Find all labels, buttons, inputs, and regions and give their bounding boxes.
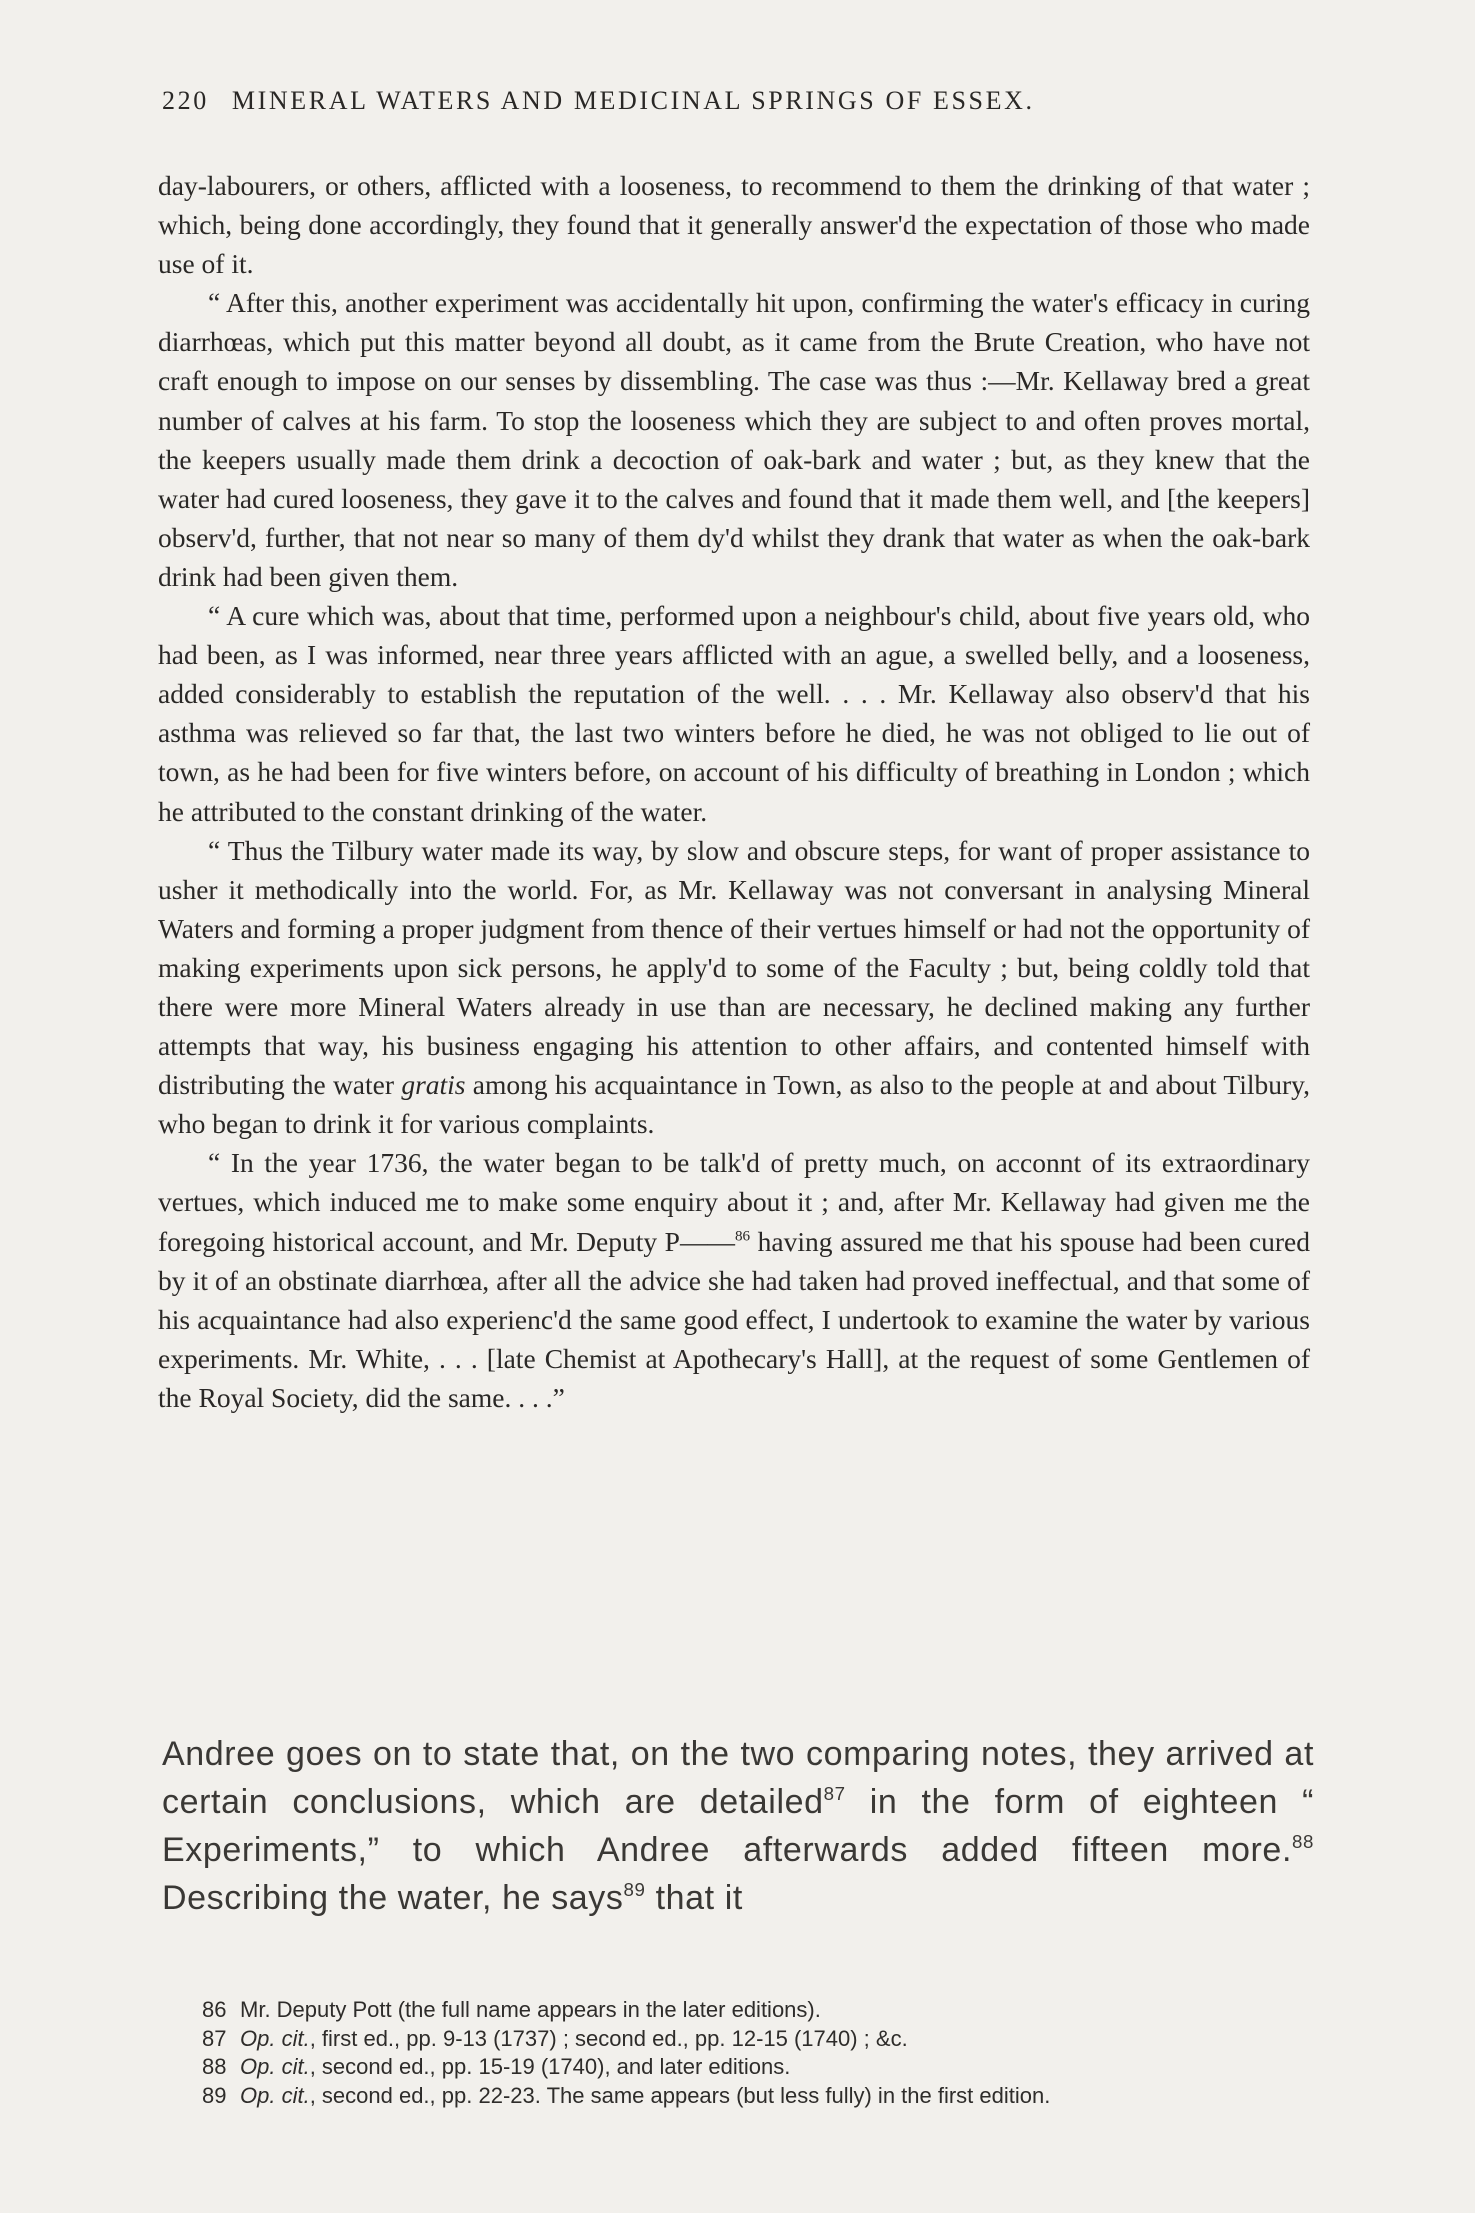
text-run: that it: [655, 1879, 743, 1917]
paragraph: [162, 1730, 1314, 1922]
footnote-citation: Op. cit.: [240, 2025, 310, 2051]
footnote-text: , first ed., pp. 9-13 (1737) ; second ed., pp. 12-15 (1740) ; &c.: [309, 2025, 908, 2051]
text-run: among his acquaintance in Town, as also to the people at and about Tilbury, who began to drink it for various complaints.: [158, 1069, 1311, 1140]
footnote-number: 88: [202, 2054, 227, 2079]
text-run: Andree goes on to state that, on the two comparing notes, they arrived at certain conclusions, which are detailed: [162, 1735, 1314, 1821]
footnote-ref: 87: [823, 1782, 846, 1804]
footnote-citation: Op. cit.: [240, 2082, 310, 2108]
text-run: in the form of eighteen “ Experiments,” to which Andree afterwards added fifteen more.: [162, 1783, 1314, 1869]
italic-term: gratis: [401, 1069, 466, 1101]
footnote: [202, 2082, 1312, 2111]
footnote-number: 89: [202, 2082, 227, 2108]
paragraph: [158, 831, 1310, 1144]
footnote-text: Mr. Deputy Pott (the full name appears in the later editions).: [240, 1997, 821, 2022]
paragraph: [158, 1143, 1310, 1417]
footnote: [202, 2053, 1312, 2082]
footnotes: [202, 1996, 1312, 2110]
text-run: having assured me that his spouse had been cured by it of an obstinate diarrhœa, after all the advice she had taken had proved ineffectual, and that some of his acquaintance had also experienc'd the same good effect, I undertook to examine the water by various experiments. Mr. White, . . . [late Chemist at Apothecary's Hall], at the request of some Gentlemen of the Royal Society, did the same. . . .”: [158, 1225, 1310, 1413]
footnote-text: , second ed., pp. 22-23. The same appears (but less fully) in the first edition.: [309, 2082, 1051, 2108]
running-title: MINERAL WATERS AND MEDICINAL SPRINGS OF ESSEX.: [231, 86, 1035, 115]
text-run: “ Thus the Tilbury water made its way, by slow and obscure steps, for want of proper assistance to usher it methodically into the world. For, as Mr. Kellaway was not conversant in analysing Mineral Waters and forming a proper judgment from thence of their vertues himself or had not the opportunity of making experiments upon sick persons, he apply'd to some of the Faculty ; but, being coldly told that there were more Mineral Waters already in use than are necessary, he declined making any further attempts that way, his business engaging his attention to other affairs, and contented himself with distributing the water: [158, 834, 1310, 1101]
text-run: “ In the year 1736, the water began to be talk'd of pretty much, on acconnt of its extraordinary vertues, which induced me to make some enquiry about it ; and, after Mr. Kellaway had given me the foregoing historical account, and Mr. Deputy P——: [158, 1147, 1310, 1257]
paragraph: day-labourers, or others, afflicted with a looseness, to recommend to them the drinking of that water ; which, being done accordingly, they found that it generally answer'd the expectation of those who made use of it.: [158, 170, 1310, 280]
text-run: Describing the water, he says: [162, 1879, 624, 1917]
page-number: 220: [162, 86, 209, 115]
footnote-text: , second ed., pp. 15-19 (1740), and later editions.: [309, 2054, 791, 2079]
footnote-ref: 88: [1292, 1830, 1314, 1852]
footnote-citation: Op. cit.: [240, 2054, 310, 2079]
footnote: [202, 2025, 1312, 2054]
footnote-number: 87: [202, 2025, 227, 2051]
quoted-passage: [158, 166, 1310, 1417]
paragraph: “ A cure which was, about that time, performed upon a neighbour's child, about five years old, who had been, as I was informed, near three years afflicted with an ague, a swelled belly, and a looseness, added considerably to establish the reputation of the well. . . . Mr. Kellaway also observ'd that his asthma was relieved so far that, the last two winters before he died, he was not obliged to lie out of town, as he had been for five winters before, on account of his difficulty of breathing in London ; which he attributed to the constant drinking of the water.: [158, 600, 1310, 827]
footnote-ref: 86: [734, 1227, 751, 1244]
main-text: [162, 1730, 1314, 1922]
paragraph: “ After this, another experiment was accidentally hit upon, confirming the water's efficacy in curing diarrhœas, which put this matter beyond all doubt, as it came from the Brute Creation, who have not craft enough to impose on our senses by dissembling. The case was thus :—Mr. Kellaway bred a great number of calves at his farm. To stop the looseness which they are subject to and often proves mortal, the keepers usually made them drink a decoction of oak-bark and water ; but, as they knew that the water had cured looseness, they gave it to the calves and found that it made them well, and [the keepers] observ'd, further, that not near so many of them dy'd whilst they drank that water as when the oak-bark drink had been given them.: [158, 287, 1310, 592]
running-head: [162, 86, 1312, 116]
footnote-ref: 89: [623, 1878, 646, 1900]
footnote: [202, 1996, 1312, 2025]
footnote-number: 86: [202, 1997, 227, 2022]
